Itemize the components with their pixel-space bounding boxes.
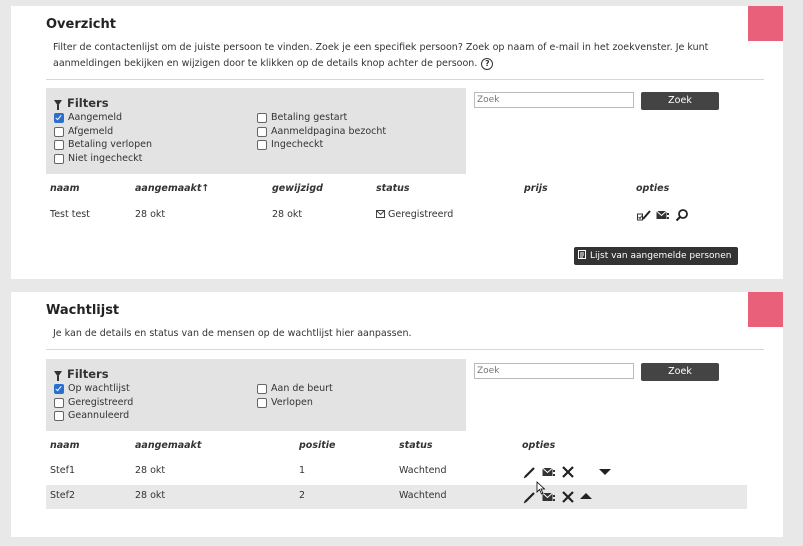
filter-geregistreerd[interactable] bbox=[54, 396, 133, 409]
filter-afgemeld[interactable] bbox=[54, 125, 113, 138]
cell-gewijzigd: 28 okt bbox=[272, 209, 303, 220]
checkbox[interactable] bbox=[54, 384, 64, 394]
cell-naam: Test test bbox=[50, 209, 90, 220]
checkbox[interactable] bbox=[257, 140, 267, 150]
filter-verlopen[interactable] bbox=[257, 396, 313, 409]
cell-positie: 2 bbox=[299, 490, 306, 501]
filters-heading bbox=[54, 96, 109, 110]
cell-aangemaakt: 28 okt bbox=[135, 209, 166, 220]
filter-label: Aangemeld bbox=[68, 112, 122, 123]
filter-betaling-verlopen[interactable] bbox=[54, 138, 152, 151]
description-text: aanmeldingen bekijken en wijzigen door te klikken op de details knop achter de persoon. bbox=[53, 58, 478, 69]
column-header-prijs[interactable]: prijs bbox=[524, 183, 548, 194]
filter-label: Betaling gestart bbox=[271, 112, 348, 123]
checkbox[interactable] bbox=[54, 113, 64, 123]
column-header-opties: opties bbox=[522, 440, 556, 451]
cell-naam: Stef2 bbox=[50, 490, 75, 501]
accent-block bbox=[748, 292, 783, 327]
divider bbox=[46, 79, 764, 80]
column-header-positie[interactable]: positie bbox=[299, 440, 336, 451]
overzicht-panel bbox=[11, 6, 783, 279]
move-down-icon[interactable] bbox=[598, 465, 612, 479]
filter-betaling-gestart[interactable] bbox=[257, 111, 347, 124]
checkbox[interactable] bbox=[257, 398, 267, 408]
filter-aanmeldpagina-bezocht[interactable] bbox=[257, 125, 386, 138]
checkbox[interactable] bbox=[54, 398, 64, 408]
column-header-opties: opties bbox=[636, 183, 670, 194]
checkbox[interactable] bbox=[54, 140, 64, 150]
filter-icon bbox=[54, 371, 62, 377]
pencil-icon[interactable] bbox=[523, 490, 537, 504]
document-icon bbox=[578, 250, 586, 259]
filter-icon bbox=[54, 100, 62, 106]
filters-box bbox=[46, 359, 466, 431]
column-header-status[interactable]: status bbox=[399, 440, 433, 451]
filter-op-wachtlijst[interactable] bbox=[54, 382, 130, 395]
column-header-naam[interactable]: naam bbox=[50, 183, 80, 194]
cell-aangemaakt: 28 okt bbox=[135, 490, 166, 501]
cell-status bbox=[376, 209, 453, 220]
search-input[interactable] bbox=[474, 92, 634, 108]
list-button-label: Lijst van aangemelde personen bbox=[590, 251, 732, 261]
filter-label: Aan de beurt bbox=[271, 383, 333, 394]
filter-label: Verlopen bbox=[271, 397, 313, 408]
filter-label: Geregistreerd bbox=[68, 397, 134, 408]
envelope-small-icon bbox=[376, 210, 385, 218]
cell-naam: Stef1 bbox=[50, 465, 75, 476]
filter-label: Betaling verlopen bbox=[68, 139, 152, 150]
status-text: Geregistreerd bbox=[388, 209, 454, 220]
list-registered-button[interactable] bbox=[574, 247, 738, 265]
checkbox[interactable] bbox=[54, 411, 64, 421]
filter-label: Op wachtlijst bbox=[68, 383, 130, 394]
filter-aan-de-beurt[interactable] bbox=[257, 382, 333, 395]
wachtlijst-title: Wachtlijst bbox=[46, 303, 120, 318]
filter-geannuleerd[interactable] bbox=[54, 409, 129, 422]
filters-label: Filters bbox=[67, 96, 109, 110]
cell-aangemaakt: 28 okt bbox=[135, 465, 166, 476]
move-up-icon[interactable] bbox=[579, 489, 593, 503]
divider bbox=[46, 349, 764, 350]
checkbox[interactable] bbox=[257, 384, 267, 394]
filters-heading bbox=[54, 367, 109, 381]
filter-ingecheckt[interactable] bbox=[257, 138, 323, 151]
column-header-aangemaakt[interactable]: aangemaakt bbox=[135, 440, 202, 451]
cell-positie: 1 bbox=[299, 465, 306, 476]
pencil-icon[interactable] bbox=[523, 465, 537, 479]
cell-status: Wachtend bbox=[399, 465, 447, 476]
mail-icon[interactable] bbox=[656, 208, 670, 222]
accent-block bbox=[748, 6, 783, 41]
description-line-1: Filter de contactenlijst om de juiste persoon te vinden. Zoek je een specifiek persoon? Zoek op naam of e-mail in het zoekvenster. Je kunt bbox=[53, 42, 709, 53]
close-icon[interactable] bbox=[561, 465, 575, 479]
filter-label: Aanmeldpagina bezocht bbox=[271, 126, 387, 137]
help-icon[interactable]: ? bbox=[481, 58, 493, 70]
checkbox[interactable] bbox=[54, 127, 64, 137]
filters-label: Filters bbox=[67, 367, 109, 381]
column-header-gewijzigd[interactable]: gewijzigd bbox=[272, 183, 323, 194]
mail-icon[interactable] bbox=[542, 465, 556, 479]
search-input[interactable] bbox=[474, 363, 634, 379]
wachtlijst-description: Je kan de details en status van de mensen op de wachtlijst hier aanpassen. bbox=[53, 328, 412, 339]
filter-label: Niet ingecheckt bbox=[68, 153, 143, 164]
filter-label: Afgemeld bbox=[68, 126, 114, 137]
checkbox[interactable] bbox=[257, 113, 267, 123]
overzicht-description bbox=[53, 40, 733, 72]
mouse-cursor-icon bbox=[536, 481, 546, 495]
close-icon[interactable] bbox=[561, 490, 575, 504]
checkbox[interactable] bbox=[54, 154, 64, 164]
filters-box bbox=[46, 88, 466, 174]
column-header-naam[interactable]: naam bbox=[50, 440, 80, 451]
filter-label: Geannuleerd bbox=[68, 410, 130, 421]
cell-status: Wachtend bbox=[399, 490, 447, 501]
description-line-2 bbox=[53, 56, 733, 72]
search-details-icon[interactable] bbox=[675, 208, 689, 222]
search-button[interactable]: Zoek bbox=[641, 363, 719, 381]
checkbox[interactable] bbox=[257, 127, 267, 137]
wachtlijst-panel bbox=[11, 292, 783, 537]
column-header-aangemaakt[interactable]: aangemaakt↑ bbox=[135, 183, 210, 194]
search-button[interactable]: Zoek bbox=[641, 92, 719, 110]
column-header-status[interactable]: status bbox=[376, 183, 410, 194]
filter-niet-ingecheckt[interactable] bbox=[54, 152, 142, 165]
overzicht-title: Overzicht bbox=[46, 17, 116, 32]
filter-label: Ingecheckt bbox=[271, 139, 324, 150]
filter-aangemeld[interactable] bbox=[54, 111, 122, 124]
edit-check-icon[interactable] bbox=[637, 208, 651, 222]
